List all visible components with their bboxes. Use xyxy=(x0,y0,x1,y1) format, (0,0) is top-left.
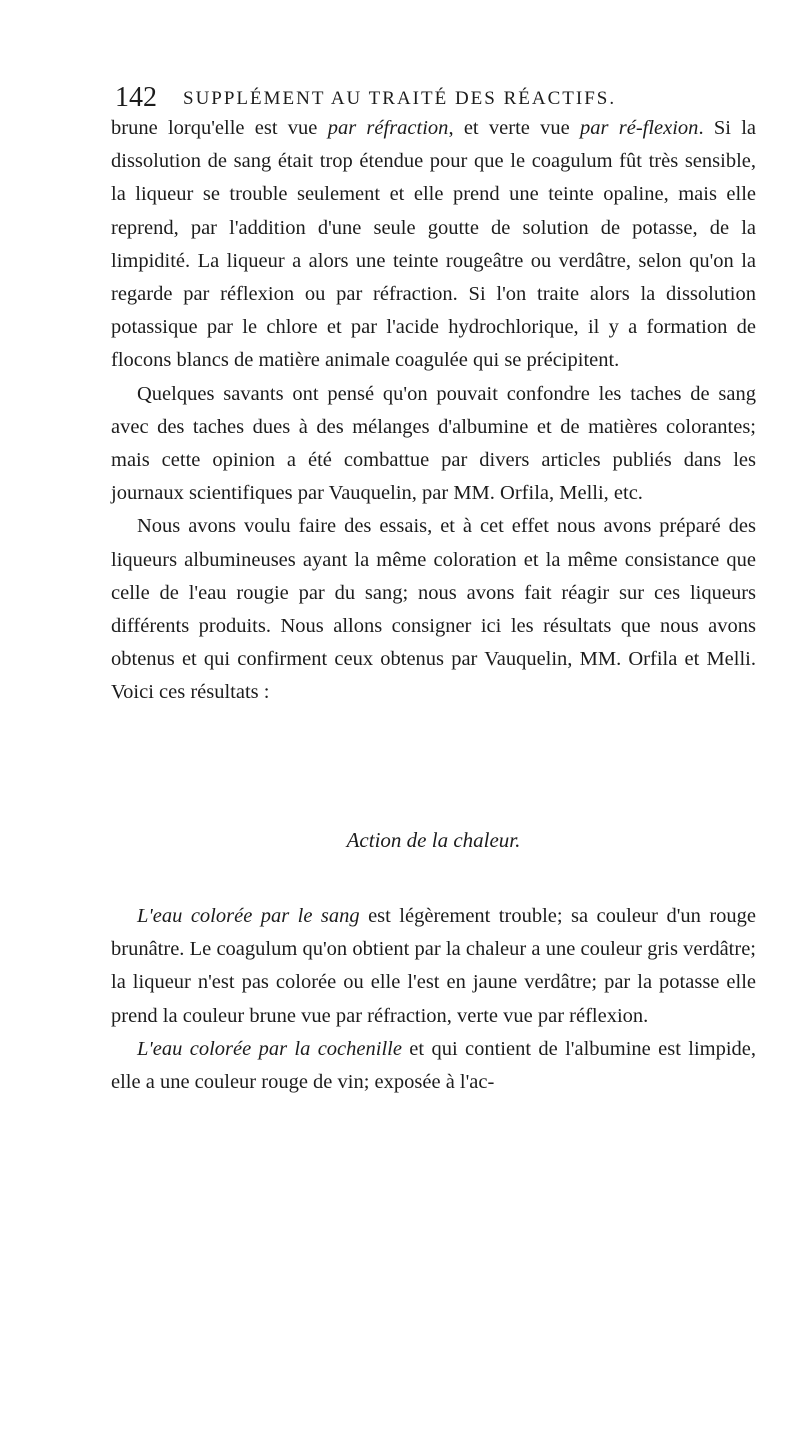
text-run: , et verte vue xyxy=(448,117,580,139)
text-run: et qui contient de l'albumine est limpide, elle a une couleur rouge de vin; exposée à l'ac- xyxy=(111,1037,756,1094)
text-run-italic: par ré-flexion xyxy=(580,117,699,139)
body-text-upper xyxy=(111,112,756,710)
paragraph xyxy=(111,1033,756,1099)
paragraph xyxy=(111,900,756,1033)
text-run: brune lorqu'elle est vue xyxy=(111,117,328,139)
text-run: est légèrement trouble; sa couleur d'un rouge brunâtre. Le coagulum qu'on obtient par la chaleur a une couleur gris verdâtre; la liqueur n'est pas colorée ou elle l'est en jaune verdâtre; par la potasse elle prend la couleur brune vue par réfraction, verte vue par réflexion. xyxy=(111,905,757,1027)
text-run-italic: L'eau colorée par le sang xyxy=(137,905,360,927)
body-text-lower xyxy=(111,900,756,1099)
text-run-italic: L'eau colorée par la cochenille xyxy=(137,1037,402,1060)
section-heading: Action de la chaleur. xyxy=(346,828,521,852)
paragraph xyxy=(111,510,756,709)
paragraph xyxy=(111,112,756,378)
page-header xyxy=(115,82,755,114)
text-run: Quelques savants ont pensé qu'on pouvait confondre les taches de sang avec des taches dues à des mélanges d'albumine et de matières colorantes; mais cette opinion a été combattue par divers articles publiés dans les journaux scientifiques par Vauquelin, par MM. Orfila, Melli, etc. xyxy=(111,382,756,505)
paragraph xyxy=(111,378,756,511)
page-number: 142 xyxy=(115,82,157,113)
text-run-italic: par réfraction xyxy=(327,117,449,139)
text-run: . Si la dissolution de sang était trop étendue pour que le coagulum fût très sensible, la liqueur se trouble seulement et elle prend une teinte opaline, mais elle reprend, par l'addition d'une seule goutte de solution de potasse, de la limpidité. La liqueur a alors une teinte rougeâtre ou verdâtre, selon qu'on la regarde par réflexion ou par réfraction. Si l'on traite alors la dissolution potassique par le chlore et par l'acide hydrochlorique, il y a formation de flocons blancs de matière animale coagulée qui se précipitent. xyxy=(111,117,756,372)
running-title: SUPPLÉMENT AU TRAITÉ DES RÉACTIFS. xyxy=(183,88,617,109)
text-run: Nous avons voulu faire des essais, et à cet effet nous avons préparé des liqueurs albumineuses ayant la même coloration et la même consistance que celle de l'eau rougie par du sang; nous avons fait réagir sur ces liqueurs différents produits. Nous allons consigner ici les résultats que nous avons obtenus et qui confirment ceux obtenus par Vauquelin, MM. Orfila et Melli. Voici ces résultats : xyxy=(111,515,756,704)
